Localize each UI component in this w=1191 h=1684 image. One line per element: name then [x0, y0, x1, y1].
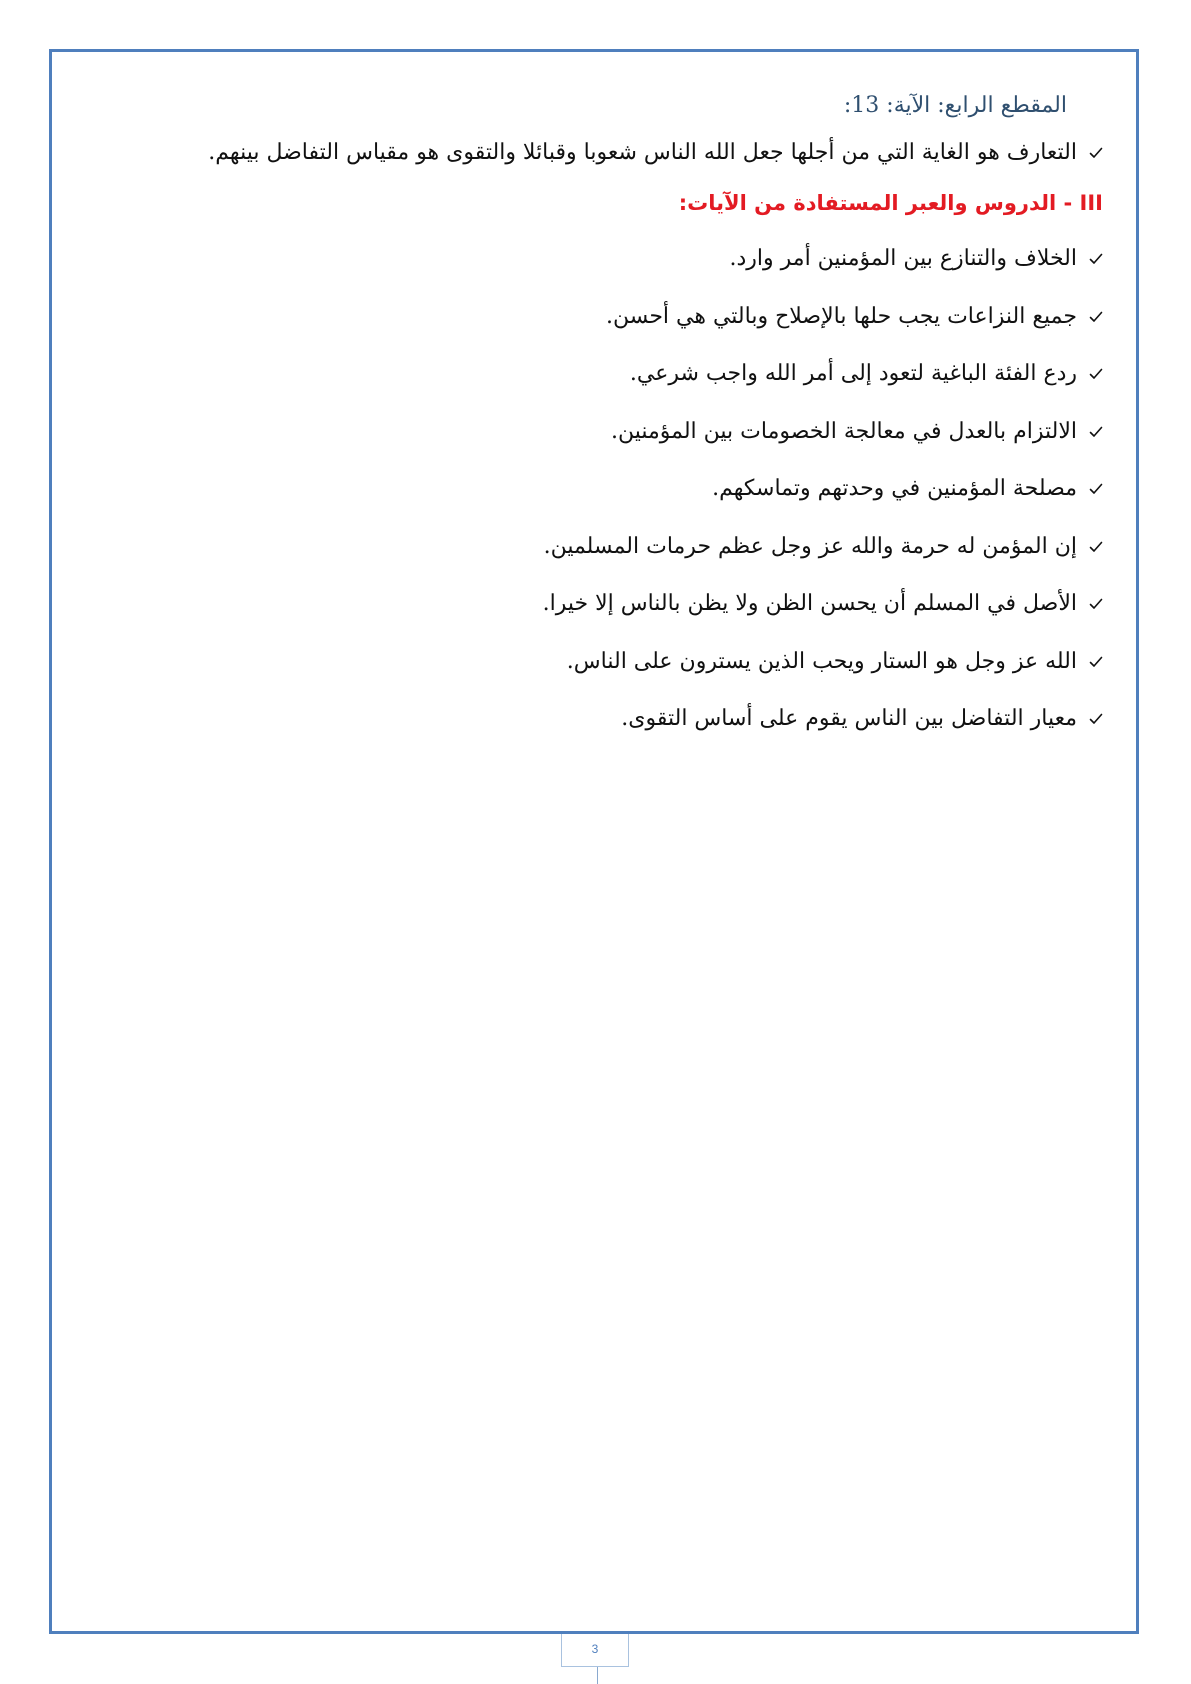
list-item-text: الأصل في المسلم أن يحسن الظن ولا يظن بالناس إلا خيرا.: [542, 591, 1077, 616]
check-icon: [1089, 655, 1103, 669]
page-number-connector: [597, 1667, 598, 1684]
list-item-text: معيار التفاضل بين الناس يقوم على أساس التقوى.: [621, 706, 1077, 731]
list-item-text: إن المؤمن له حرمة والله عز وجل عظم حرمات المسلمين.: [543, 533, 1077, 559]
list-item: [120, 302, 1103, 332]
document-content: [120, 88, 1103, 762]
check-icon: [1089, 540, 1103, 554]
list-item-text: الالتزام بالعدل في معالجة الخصومات بين المؤمنين.: [610, 418, 1077, 444]
check-icon: [1089, 252, 1103, 266]
list-item-text: جميع النزاعات يجب حلها بالإصلاح وبالتي هي أحسن.: [605, 303, 1077, 329]
section-heading: المقطع الرابع: الآية: 13:: [843, 93, 1067, 118]
check-icon: [1089, 425, 1103, 439]
list-item: [120, 532, 1103, 562]
check-icon: [1089, 310, 1103, 324]
list-item-text: التعارف هو الغاية التي من أجلها جعل الله الناس شعوبا وقبائلا والتقوى هو مقياس التفاضل بينهم.: [208, 140, 1077, 165]
lessons-list: [120, 244, 1103, 734]
lessons-heading: III - الدروس والعبر المستفادة من الآيات:: [678, 191, 1103, 215]
list-item: [120, 647, 1103, 677]
list-item-text: الله عز وجل هو الستار ويحب الذين يسترون على الناس.: [566, 648, 1077, 674]
list-item: [120, 359, 1103, 389]
check-icon: [1089, 367, 1103, 381]
list-item: [120, 474, 1103, 504]
list-item: [120, 704, 1103, 734]
list-item: [120, 417, 1103, 447]
list-item: [120, 589, 1103, 619]
check-icon: [1089, 146, 1103, 160]
page-number: 3: [561, 1634, 629, 1667]
list-item-text: مصلحة المؤمنين في وحدتهم وتماسكهم.: [712, 476, 1077, 501]
check-icon: [1089, 597, 1103, 611]
list-item: [120, 138, 1103, 168]
list-item-text: ردع الفئة الباغية لتعود إلى أمر الله واجب شرعي.: [629, 361, 1077, 386]
list-item: [120, 244, 1103, 274]
list-item-text: الخلاف والتنازع بين المؤمنين أمر وارد.: [729, 246, 1077, 271]
check-icon: [1089, 482, 1103, 496]
check-icon: [1089, 712, 1103, 726]
section-four-list: [120, 138, 1103, 168]
